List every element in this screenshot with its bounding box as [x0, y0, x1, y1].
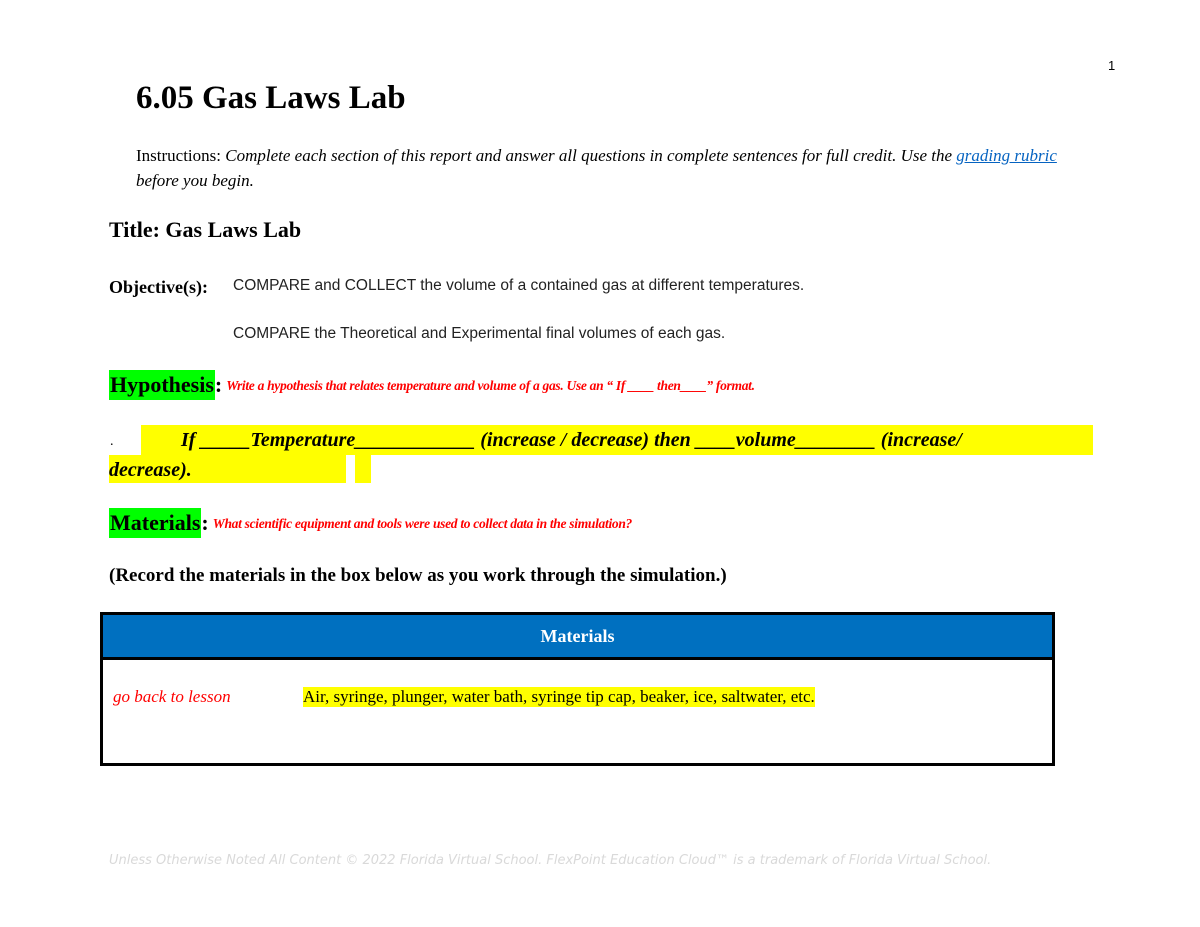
hypothesis-heading: Hypothesis [109, 370, 215, 400]
hypothesis-answer-line-2[interactable]: decrease). [109, 455, 346, 483]
hypothesis-bullet: . [110, 434, 114, 449]
instructions-text: Complete each section of this report and answer all questions in complete sentences for full credit. Use the [225, 146, 957, 165]
materials-heading-row [109, 508, 632, 538]
copyright-footer: Unless Otherwise Noted All Content © 2022 Florida Virtual School. FlexPoint Education Cloud™ is a trademark of Florida Virtual School. [109, 853, 992, 868]
go-back-to-lesson-text: go back to lesson [113, 687, 231, 706]
instructions-label: Instructions: [136, 146, 226, 165]
materials-table [100, 612, 1055, 766]
document-title: 6.05 Gas Laws Lab [136, 80, 406, 116]
materials-table-header: Materials [103, 615, 1052, 660]
highlight-fragment [355, 455, 371, 483]
materials-heading: Materials [109, 508, 201, 538]
hypothesis-colon: : [214, 372, 223, 397]
hypothesis-prompt: Write a hypothesis that relates temperature and volume of a gas. Use an “ If ____ then____” format. [226, 378, 755, 393]
materials-list[interactable]: Air, syringe, plunger, water bath, syringe tip cap, beaker, ice, saltwater, etc. [303, 687, 815, 706]
materials-colon: : [201, 510, 209, 535]
hypothesis-heading-row [109, 370, 755, 400]
objectives-label: Objective(s): [109, 277, 208, 297]
objective-item: COMPARE and COLLECT the volume of a contained gas at different temperatures. [233, 277, 805, 294]
hypothesis-answer-line-1[interactable]: If _____Temperature____________ (increase / decrease) then ____volume________ (increase/ [141, 425, 1093, 455]
instructions [136, 143, 1081, 193]
materials-prompt: What scientific equipment and tools were used to collect data in the simulation? [212, 516, 633, 531]
record-note: (Record the materials in the box below as you work through the simulation.) [109, 565, 727, 586]
lab-title: Title: Gas Laws Lab [109, 217, 302, 242]
objective-item: COMPARE the Theoretical and Experimental final volumes of each gas. [233, 325, 726, 342]
instructions-text-end: before you begin. [136, 171, 254, 190]
grading-rubric-link[interactable]: grading rubric [956, 146, 1057, 165]
page-number: 1 [1108, 58, 1116, 73]
